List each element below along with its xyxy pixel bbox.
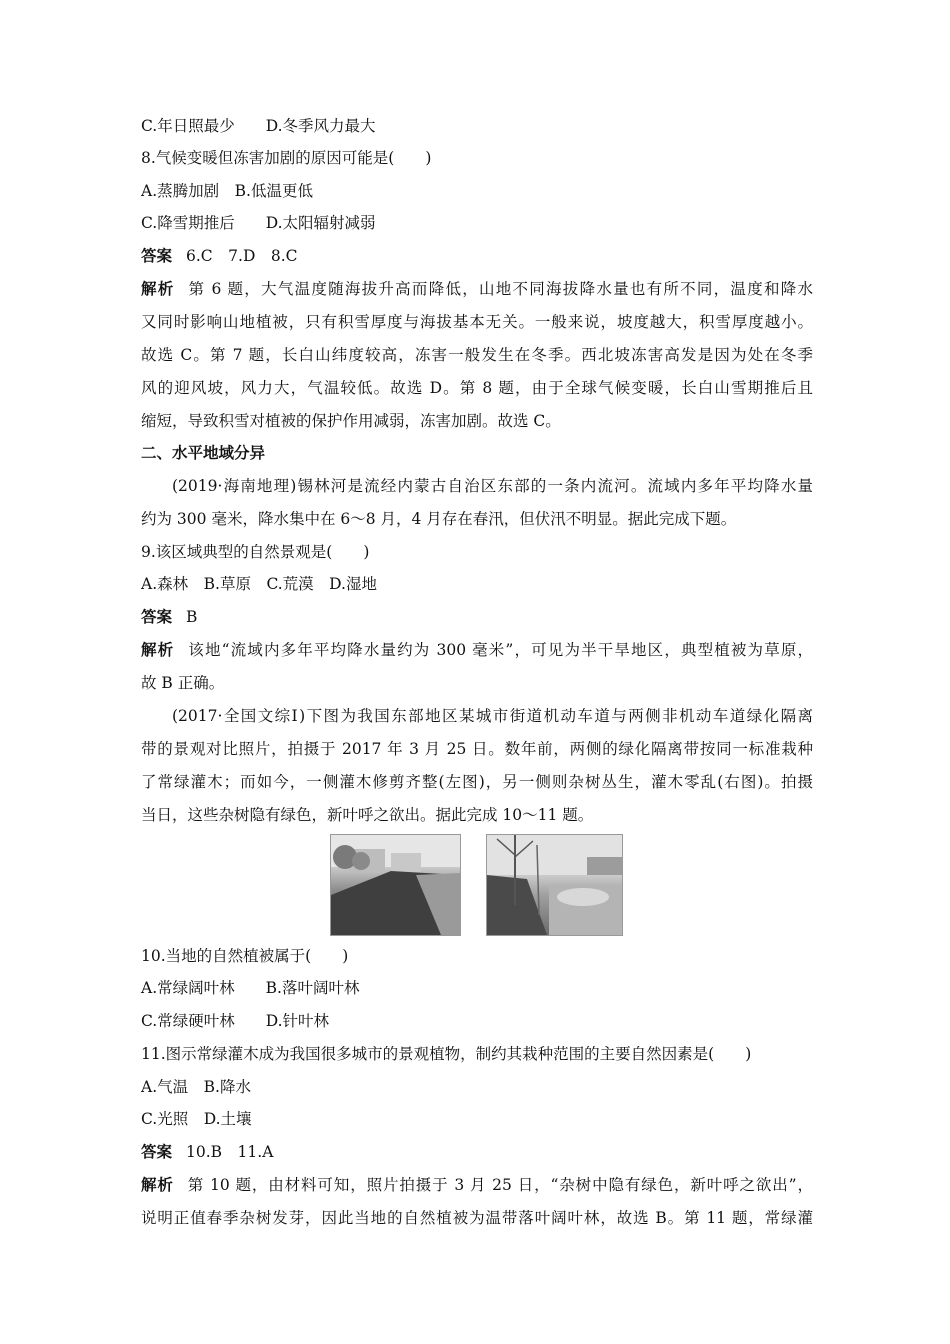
answer-text: 6.C 7.D 8.C [186,247,298,265]
answer-line [141,1142,813,1162]
analysis-line [141,640,813,660]
option-line: A.森林 B.草原 C.荒漠 D.湿地 [141,575,377,593]
material-line: 当日，这些杂树隐有绿色，新叶呼之欲出。据此完成 10～11 题。 [141,806,594,824]
analysis-text: 第 10 题，由材料可知，照片拍摄于 3 月 25 日，“杂树中隐有绿色，新叶呼之欲出”， [187,1176,813,1194]
photo-overgrown-shrubs [486,834,623,936]
option-line: A.蒸腾加剧 B.低温更低 [141,182,313,200]
analysis-label: 解析 [141,1176,174,1194]
analysis-line: 说明正值春季杂树发芽，因此当地的自然植被为温带落叶阔叶林，故选 B。第 11 题，常绿灌 [141,1209,813,1227]
answer-label: 答案 [141,247,173,265]
analysis-text: 第 6 题，大气温度随海拔升高而降低，山地不同海拔降水量也有所不同，温度和降水 [188,280,813,298]
analysis-label: 解析 [141,641,175,659]
material-line: 带的景观对比照片，拍摄于 2017 年 3 月 25 日。数年前，两侧的绿化隔离带按同一标准栽种 [141,740,813,758]
analysis-line: 又同时影响山地植被，只有积雪厚度与海拔基本无关。一般来说，坡度越大，积雪厚度越小。 [141,313,813,331]
option-line: A.气温 B.降水 [141,1078,251,1096]
question-8: 8.气候变暖但冻害加剧的原因可能是( ) [141,149,432,167]
option-line: C.年日照最少 D.冬季风力最大 [141,117,376,135]
section-heading: 二、水平地域分异 [141,444,266,462]
material-line: 约为 300 毫米，降水集中在 6～8 月，4 月存在春汛，但伏汛不明显。据此完成下题。 [141,510,737,528]
photo-trimmed-shrubs [330,834,461,936]
answer-text: 10.B 11.A [186,1143,274,1161]
answer-line [141,607,813,627]
answer-label: 答案 [141,1143,173,1161]
option-line: A.常绿阔叶林 B.落叶阔叶林 [141,979,360,997]
analysis-text: 该地“流域内多年平均降水量约为 300 毫米”，可见为半干旱地区，典型植被为草原， [188,641,813,659]
answer-line [141,246,813,266]
answer-text: B [186,608,198,626]
analysis-line: 缩短，导致积雪对植被的保护作用减弱，冻害加剧。故选 C。 [141,412,561,430]
analysis-line: 故选 C。第 7 题，长白山纬度较高，冻害一般发生在冬季。西北坡冻害高发是因为处在冬季 [141,346,813,364]
analysis-line [141,1175,813,1195]
question-11: 11.图示常绿灌木成为我国很多城市的景观植物，制约其栽种范围的主要自然因素是( ) [141,1045,752,1063]
option-line: C.光照 D.土壤 [141,1110,252,1128]
option-line: C.常绿硬叶林 D.针叶林 [141,1012,330,1030]
analysis-line [141,279,813,299]
material-line: (2017·全国文综Ⅰ)下图为我国东部地区某城市街道机动车道与两侧非机动车道绿化隔离 [172,707,813,725]
material-line: 了常绿灌木；而如今，一侧灌木修剪齐整(左图)，另一侧则杂树丛生，灌木零乱(右图)。拍摄 [141,773,813,791]
material-line: (2019·海南地理)锡林河是流经内蒙古自治区东部的一条内流河。流域内多年平均降水量 [172,477,813,495]
question-9: 9.该区域典型的自然景观是( ) [141,543,370,561]
answer-label: 答案 [141,608,173,626]
option-line: C.降雪期推后 D.太阳辐射减弱 [141,214,376,232]
analysis-label: 解析 [141,280,175,298]
comparison-photos [330,834,623,936]
analysis-line: 风的迎风坡，风力大，气温较低。故选 D。第 8 题，由于全球气候变暖，长白山雪期推后且 [141,379,813,397]
question-10: 10.当地的自然植被属于( ) [141,947,349,965]
analysis-line: 故 B 正确。 [141,674,225,692]
